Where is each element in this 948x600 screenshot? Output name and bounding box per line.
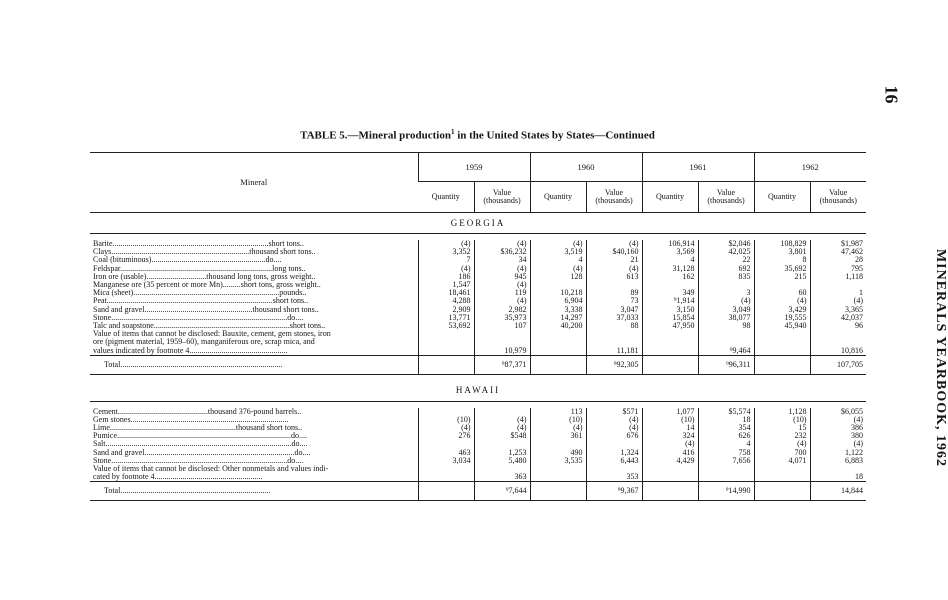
value-cell: 1	[810, 289, 866, 297]
quantity-header: Quantity	[754, 182, 810, 213]
mineral-label: Value of items that cannot be disclosed: Bauxite, cement, gem stones, iron	[93, 329, 331, 339]
value-cell: 386	[810, 424, 866, 432]
value-cell: (4)	[698, 297, 754, 305]
value-cell: (4)	[474, 281, 530, 289]
quantity-cell: 3,429	[754, 306, 810, 314]
page-number: 16	[881, 85, 902, 104]
total-value-cell: ⁹87,371	[474, 355, 530, 374]
value-cell	[810, 281, 866, 289]
mineral-label: Talc and soapstone....................................................................short tons..	[93, 320, 326, 330]
quantity-cell	[530, 338, 586, 346]
year-header: 1962	[754, 153, 866, 182]
quantity-cell: ⁹1,914	[642, 297, 698, 305]
value-cell: $548	[474, 432, 530, 440]
value-cell: (4)	[474, 240, 530, 248]
value-cell: 119	[474, 289, 530, 297]
value-cell: 758	[698, 449, 754, 457]
total-row	[90, 482, 866, 501]
state-heading: HAWAII	[90, 381, 866, 402]
value-cell: 3	[698, 289, 754, 297]
quantity-cell: (10)	[418, 416, 474, 424]
quantity-cell: 3,569	[642, 248, 698, 256]
mineral-label: Pumice.......................................................................................do....	[93, 431, 307, 441]
value-cell: 22	[698, 256, 754, 264]
quantity-cell: 463	[418, 449, 474, 457]
value-cell: $5,574	[698, 408, 754, 416]
mineral-label: Sand and gravel...........................................................................do....	[93, 447, 311, 457]
quantity-cell: 3,352	[418, 248, 474, 256]
quantity-cell	[642, 465, 698, 473]
quantity-cell: 361	[530, 432, 586, 440]
value-cell: 1,324	[586, 449, 642, 457]
mineral-production-table	[90, 152, 866, 501]
total-quantity-cell	[754, 355, 810, 374]
value-cell: (4)	[474, 265, 530, 273]
mineral-label: Lime...............................................................thousand short tons..	[93, 423, 303, 433]
state-heading: GEORGIA	[90, 213, 866, 234]
value-cell: 353	[586, 473, 642, 482]
mineral-label: Peat...................................................................................short tons..	[93, 296, 309, 306]
quantity-cell: 113	[530, 408, 586, 416]
quantity-cell: 1,077	[642, 408, 698, 416]
quantity-cell: (4)	[754, 440, 810, 448]
quantity-cell	[418, 330, 474, 338]
quantity-cell	[418, 473, 474, 482]
quantity-cell: 3,034	[418, 457, 474, 465]
quantity-cell	[418, 465, 474, 473]
value-cell: 21	[586, 256, 642, 264]
value-cell: 676	[586, 432, 642, 440]
value-cell: 3,049	[698, 306, 754, 314]
quantity-cell: 3,338	[530, 306, 586, 314]
mineral-column-header: Mineral	[90, 153, 418, 213]
value-cell: 10,816	[810, 346, 866, 355]
quantity-cell: 60	[754, 289, 810, 297]
quantity-cell: (10)	[642, 416, 698, 424]
value-cell: (4)	[810, 416, 866, 424]
value-cell: 88	[586, 322, 642, 330]
quantity-cell: 13,771	[418, 314, 474, 322]
quantity-cell: 232	[754, 432, 810, 440]
quantity-cell: 3,519	[530, 248, 586, 256]
quantity-cell: 128	[530, 273, 586, 281]
value-cell: ⁹9,464	[698, 346, 754, 355]
caption-suffix: in the United States by States—Continued	[454, 129, 655, 142]
total-value-cell: ⁹92,305	[586, 355, 642, 374]
quantity-cell: 1,547	[418, 281, 474, 289]
value-cell: $36,232	[474, 248, 530, 256]
quantity-cell: (10)	[754, 416, 810, 424]
total-value-cell: ⁹7,644	[474, 482, 530, 501]
quantity-cell: (4)	[530, 265, 586, 273]
value-cell: 3,047	[586, 306, 642, 314]
value-cell: 1,118	[810, 273, 866, 281]
value-cell: 98	[698, 322, 754, 330]
quantity-cell: (4)	[418, 240, 474, 248]
quantity-cell: 162	[642, 273, 698, 281]
quantity-cell: 40,200	[530, 322, 586, 330]
value-cell: 89	[586, 289, 642, 297]
quantity-cell: (4)	[418, 265, 474, 273]
quantity-cell: (4)	[418, 424, 474, 432]
total-quantity-cell	[530, 355, 586, 374]
value-cell: 28	[810, 256, 866, 264]
quantity-cell: (4)	[530, 240, 586, 248]
total-value-cell: 14,844	[810, 482, 866, 501]
table-row	[90, 473, 866, 482]
value-cell: (4)	[586, 416, 642, 424]
value-cell: $6,055	[810, 408, 866, 416]
value-cell: 18	[698, 416, 754, 424]
year-header: 1960	[530, 153, 642, 182]
value-cell: 4	[698, 440, 754, 448]
quantity-cell: 7	[418, 256, 474, 264]
quantity-cell	[642, 346, 698, 355]
table-caption	[90, 128, 865, 142]
year-header: 1961	[642, 153, 754, 182]
quantity-cell	[754, 473, 810, 482]
quantity-cell: 53,692	[418, 322, 474, 330]
value-cell	[586, 330, 642, 338]
quantity-cell: 47,950	[642, 322, 698, 330]
quantity-cell: 4,288	[418, 297, 474, 305]
value-cell: 6,443	[586, 457, 642, 465]
mineral-label: Cement.............................................thousand 376-pound barrels..	[93, 406, 302, 416]
quantity-cell: 416	[642, 449, 698, 457]
total-quantity-cell	[754, 482, 810, 501]
quantity-cell	[530, 346, 586, 355]
value-cell: 96	[810, 322, 866, 330]
quantity-cell	[530, 330, 586, 338]
value-cell: 10,979	[474, 346, 530, 355]
quantity-cell: (10)	[530, 416, 586, 424]
quantity-cell: 35,692	[754, 265, 810, 273]
value-header: Value (thousands)	[474, 182, 530, 213]
quantity-cell: 108,829	[754, 240, 810, 248]
value-cell: (4)	[586, 424, 642, 432]
quantity-cell: 186	[418, 273, 474, 281]
quantity-cell: 324	[642, 432, 698, 440]
mineral-label: Iron ore (usable)..............................thousand long tons, gross weight..	[93, 271, 316, 281]
caption-footnote-ref: 1	[450, 128, 455, 136]
quantity-cell: (4)	[530, 424, 586, 432]
quantity-cell: 2,909	[418, 306, 474, 314]
quantity-header: Quantity	[642, 182, 698, 213]
value-cell: 3,365	[810, 306, 866, 314]
value-cell: 945	[474, 273, 530, 281]
value-cell: (4)	[474, 424, 530, 432]
quantity-cell: 700	[754, 449, 810, 457]
quantity-cell	[754, 338, 810, 346]
mineral-label: Stone........................................................................................do....	[93, 312, 304, 322]
value-cell: 795	[810, 265, 866, 273]
value-cell: 2,982	[474, 306, 530, 314]
quantity-cell: 4,429	[642, 457, 698, 465]
value-cell: 835	[698, 273, 754, 281]
mineral-label: Coal (bituminous).........................................................do....	[93, 255, 282, 265]
quantity-cell: 6,904	[530, 297, 586, 305]
quantity-header: Quantity	[418, 182, 474, 213]
value-cell: 38,077	[698, 314, 754, 322]
value-cell	[698, 330, 754, 338]
value-cell: 35,973	[474, 314, 530, 322]
value-header: Value (thousands)	[586, 182, 642, 213]
mineral-label: Stone........................................................................................do....	[93, 455, 304, 465]
total-value-cell: 107,705	[810, 355, 866, 374]
value-cell: 692	[698, 265, 754, 273]
value-cell: 42,037	[810, 314, 866, 322]
mineral-label: Feldspar............................................................................long tons..	[93, 263, 306, 273]
total-quantity-cell	[642, 355, 698, 374]
mineral-label: values indicated by footnote 4.................................................	[93, 345, 288, 355]
quantity-cell: 490	[530, 449, 586, 457]
state-row	[90, 213, 866, 234]
value-cell: (4)	[586, 265, 642, 273]
value-cell: 1,253	[474, 449, 530, 457]
total-quantity-cell	[530, 482, 586, 501]
quantity-cell: 3,801	[754, 248, 810, 256]
quantity-cell: 349	[642, 289, 698, 297]
value-cell: $40,160	[586, 248, 642, 256]
mineral-label: ore (pigment material, 1959–60), manganiferous ore, scrap mica, and	[93, 337, 315, 347]
value-cell	[698, 473, 754, 482]
value-cell: 107	[474, 322, 530, 330]
total-row	[90, 355, 866, 374]
mineral-label: Sand and gravel......................................................thousand short tons..	[93, 304, 319, 314]
quantity-cell: 15,854	[642, 314, 698, 322]
quantity-cell: (4)	[642, 440, 698, 448]
value-cell: (4)	[474, 297, 530, 305]
value-cell: 613	[586, 273, 642, 281]
value-cell: (4)	[810, 440, 866, 448]
quantity-cell: 3,535	[530, 457, 586, 465]
value-cell: 5,480	[474, 457, 530, 465]
quantity-cell: 10,218	[530, 289, 586, 297]
quantity-cell: (4)	[754, 297, 810, 305]
value-cell	[810, 330, 866, 338]
value-cell: (4)	[474, 416, 530, 424]
value-cell: $1,987	[810, 240, 866, 248]
value-cell: 626	[698, 432, 754, 440]
value-cell: 380	[810, 432, 866, 440]
quantity-cell	[418, 338, 474, 346]
quantity-cell: 1,128	[754, 408, 810, 416]
value-cell: 11,181	[586, 346, 642, 355]
running-head: MINERALS YEARBOOK, 1962	[933, 248, 948, 468]
quantity-cell	[530, 473, 586, 482]
value-cell	[698, 281, 754, 289]
quantity-cell: 4	[642, 256, 698, 264]
quantity-cell: 45,940	[754, 322, 810, 330]
value-cell	[698, 465, 754, 473]
total-quantity-cell	[418, 482, 474, 501]
quantity-cell: 8	[754, 256, 810, 264]
quantity-cell	[754, 330, 810, 338]
quantity-cell	[530, 465, 586, 473]
quantity-cell	[642, 473, 698, 482]
quantity-cell	[754, 346, 810, 355]
year-header: 1959	[418, 153, 530, 182]
mineral-label: Salt.............................................................................................do....	[93, 439, 308, 449]
total-value-cell: ⁹14,990	[698, 482, 754, 501]
quantity-cell	[418, 346, 474, 355]
quantity-cell	[642, 338, 698, 346]
quantity-cell	[754, 465, 810, 473]
total-value-cell: ⁹9,367	[586, 482, 642, 501]
quantity-cell: 19,555	[754, 314, 810, 322]
value-cell	[474, 330, 530, 338]
total-quantity-cell	[418, 355, 474, 374]
mineral-label: Mica (sheet).........................................................................pounds..	[93, 288, 307, 298]
value-cell: 363	[474, 473, 530, 482]
quantity-cell: 4	[530, 256, 586, 264]
value-cell: 18	[810, 473, 866, 482]
quantity-cell: 18,461	[418, 289, 474, 297]
value-cell: 73	[586, 297, 642, 305]
value-cell: 1,122	[810, 449, 866, 457]
value-header: Value (thousands)	[810, 182, 866, 213]
mineral-label: cated by footnote 4......................................................	[93, 472, 263, 482]
value-cell: $571	[586, 408, 642, 416]
value-cell: 34	[474, 256, 530, 264]
total-quantity-cell	[642, 482, 698, 501]
quantity-cell: 15	[754, 424, 810, 432]
value-cell: (4)	[810, 297, 866, 305]
caption-prefix: TABLE 5.—Mineral production	[300, 129, 451, 142]
value-cell: 6,883	[810, 457, 866, 465]
quantity-cell: 215	[754, 273, 810, 281]
mineral-label: Clays.....................................................................thousand short tons..	[93, 247, 316, 257]
value-cell: $2,046	[698, 240, 754, 248]
mineral-label: Value of items that cannot be disclosed: Other nonmetals and values indi-	[93, 464, 329, 474]
quantity-header: Quantity	[530, 182, 586, 213]
table-row	[90, 346, 866, 355]
quantity-cell: 106,914	[642, 240, 698, 248]
total-label: Total...........................................................................	[90, 482, 418, 501]
quantity-cell: 276	[418, 432, 474, 440]
value-cell: 42,025	[698, 248, 754, 256]
quantity-cell: 14	[642, 424, 698, 432]
quantity-cell	[642, 330, 698, 338]
mineral-label: Gem stones...............................................................................	[93, 414, 289, 424]
value-cell: 37,033	[586, 314, 642, 322]
total-value-cell: ⁹96,311	[698, 355, 754, 374]
quantity-cell: 4,071	[754, 457, 810, 465]
value-cell: 354	[698, 424, 754, 432]
state-row	[90, 381, 866, 402]
quantity-cell: 3,150	[642, 306, 698, 314]
value-cell: (4)	[586, 240, 642, 248]
value-cell: 47,462	[810, 248, 866, 256]
value-cell: 7,656	[698, 457, 754, 465]
quantity-cell: 31,128	[642, 265, 698, 273]
value-header: Value (thousands)	[698, 182, 754, 213]
table-body	[90, 213, 866, 501]
mineral-label: Manganese ore (35 percent or more Mn).........short tons, gross weight..	[93, 280, 321, 290]
total-label: Total.................................................................................	[90, 355, 418, 374]
mineral-label: Barite..............................................................................short tons..	[93, 239, 304, 249]
quantity-cell: 14,297	[530, 314, 586, 322]
